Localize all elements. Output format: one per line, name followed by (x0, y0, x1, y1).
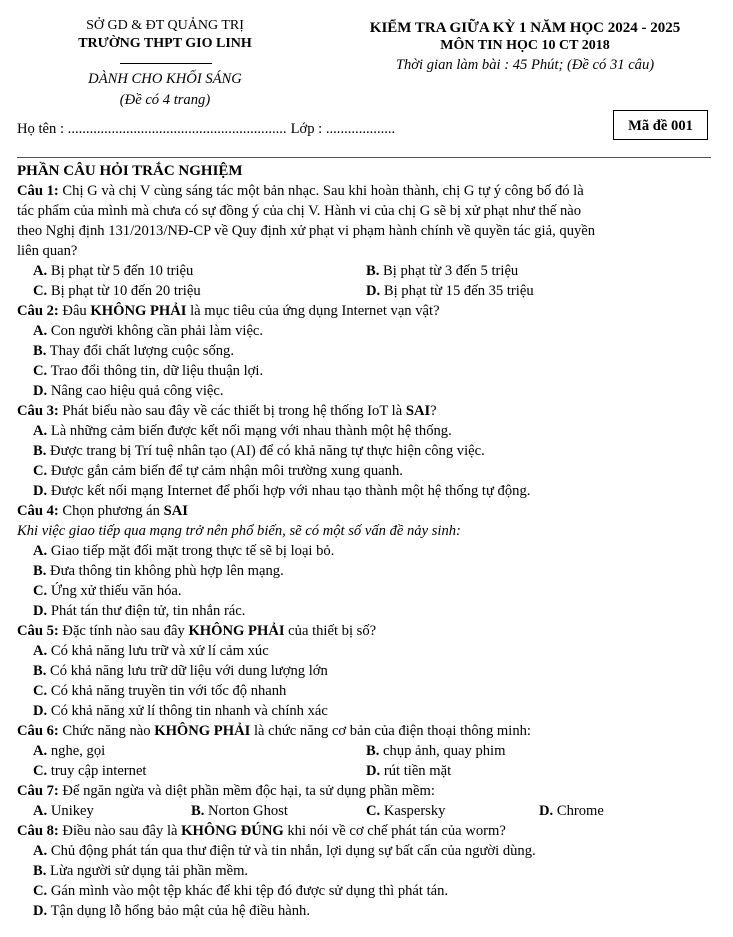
class-label: Lớp : (290, 121, 326, 137)
name-label: Họ tên : (17, 121, 68, 137)
option-d[interactable]: D. Có khả năng xử lí thông tin nhanh và chính xác (33, 703, 328, 719)
option-c[interactable]: C. Gán mình vào một tệp khác để khi tệp đó được sử dụng thì phát tán. (33, 883, 449, 899)
exam-code: Mã đề 001 (628, 118, 693, 134)
option-d[interactable]: D. Được kết nối mạng Internet để phối hợp với nhau tạo thành một hệ thống tự động. (33, 483, 531, 499)
option-b[interactable]: B. Đưa thông tin không phù hợp lên mạng. (33, 563, 284, 579)
school-name: TRƯỜNG THPT GIO LINH (78, 36, 252, 51)
option-d[interactable]: D. Phát tán thư điện tử, tin nhắn rác. (33, 603, 246, 619)
header-divider (120, 63, 212, 64)
option-b[interactable]: B. chụp ảnh, quay phim (366, 743, 506, 759)
exam-title: KIỂM TRA GIỮA KỲ 1 NĂM HỌC 2024 - 2025 (369, 20, 681, 36)
question-text: Chị G và chị V cùng sáng tác một bản nhạc. Sau khi hoàn thành, chị G tự ý công bố đó là (58, 183, 584, 199)
option-b[interactable]: B. Norton Ghost (191, 803, 288, 819)
option-c[interactable]: C. Bị phạt từ 10 đến 20 triệu (33, 283, 201, 299)
audience-label: DÀNH CHO KHỐI SÁNG (88, 71, 242, 87)
option-a[interactable]: A. Có khả năng lưu trữ và xử lí cảm xúc (33, 643, 269, 659)
question-5: Câu 5: Đặc tính nào sau đây KHÔNG PHẢI của thiết bị số? (17, 623, 377, 639)
question-6: Câu 6: Chức năng nào KHÔNG PHẢI là chức năng cơ bản của điện thoại thông minh: (17, 723, 531, 739)
class-blank[interactable]: ................... (325, 121, 396, 137)
exam-code-box (613, 110, 708, 140)
subject-title: MÔN TIN HỌC 10 CT 2018 (440, 38, 610, 53)
question-number: Câu 1: (17, 183, 59, 199)
student-info-line (17, 119, 395, 139)
question-3: Câu 3: Phát biểu nào sau đây về các thiết bị trong hệ thống IoT là SAI? (17, 403, 437, 419)
option-a[interactable]: A. Chủ động phát tán qua thư điện tử và tin nhắn, lợi dụng sự bất cẩn của người dùng. (33, 843, 536, 859)
option-c[interactable]: C. Có khả năng truyền tin với tốc độ nhanh (33, 683, 287, 699)
option-a[interactable]: A. nghe, gọi (33, 743, 106, 759)
question-1 (17, 181, 717, 201)
section-title: PHẦN CÂU HỎI TRẮC NGHIỆM (17, 163, 243, 179)
option-d[interactable]: D. rút tiền mặt (366, 763, 452, 779)
question-8: Câu 8: Điều nào sau đây là KHÔNG ĐÚNG khi nói về cơ chế phát tán của worm? (17, 823, 506, 839)
option-d[interactable]: D. Chrome (539, 803, 604, 819)
option-c[interactable]: C. truy cập internet (33, 763, 147, 779)
name-blank[interactable]: ............................................................ (67, 121, 287, 137)
question-7: Câu 7: Để ngăn ngừa và diệt phần mềm độc hại, ta sử dụng phần mềm: (17, 783, 435, 799)
department-name: SỞ GD & ĐT QUẢNG TRỊ (86, 18, 244, 33)
option-c[interactable]: C. Kaspersky (366, 803, 446, 819)
question-4: Câu 4: Chọn phương án SAI (17, 503, 188, 519)
option-a[interactable]: A. Con người không cần phải làm việc. (33, 323, 264, 339)
option-b[interactable]: B. Thay đổi chất lượng cuộc sống. (33, 343, 235, 359)
exam-duration: Thời gian làm bài : 45 Phút; (Đề có 31 câu) (395, 57, 655, 73)
question-1-line-4: liên quan? (17, 243, 78, 259)
option-a[interactable]: A. Bị phạt từ 5 đến 10 triệu (33, 263, 194, 279)
option-c[interactable]: C. Được gắn cảm biến để tự cảm nhận môi trường xung quanh. (33, 463, 403, 479)
question-1-line-2: tác phẩm của mình mà chưa có sự đồng ý của chị V. Hành vi của chị G sẽ bị xử phạt như thế nào (17, 203, 582, 219)
option-b[interactable]: B. Lừa người sử dụng tải phần mềm. (33, 863, 249, 879)
option-d[interactable]: D. Tận dụng lỗ hổng bảo mật của hệ điều hành. (33, 903, 310, 919)
question-2: Câu 2: Đâu KHÔNG PHẢI là mục tiêu của ứng dụng Internet vạn vật? (17, 303, 440, 319)
page-count: (Đề có 4 trang) (119, 92, 211, 108)
option-c[interactable]: C. Trao đổi thông tin, dữ liệu thuận lợi. (33, 363, 264, 379)
option-b[interactable]: B. Bị phạt từ 3 đến 5 triệu (366, 263, 519, 279)
option-d[interactable]: D. Bị phạt từ 15 đến 35 triệu (366, 283, 534, 299)
option-d[interactable]: D. Nâng cao hiệu quả công việc. (33, 383, 224, 399)
option-a[interactable]: A. Giao tiếp mặt đối mặt trong thực tế sẽ bị loại bỏ. (33, 543, 335, 559)
question-1-line-3: theo Nghị định 131/2013/NĐ-CP về Quy định xử phạt vi phạm hành chính về quyền tác giả, quyền (17, 223, 596, 239)
option-a[interactable]: A. Là những cảm biến được kết nối mạng với nhau thành một hệ thống. (33, 423, 452, 439)
option-c[interactable]: C. Ứng xử thiếu văn hóa. (33, 583, 182, 599)
question-4-context: Khi việc giao tiếp qua mạng trở nên phổ biến, sẽ có một số vấn đề nảy sinh: (17, 523, 461, 539)
option-a[interactable]: A. Unikey (33, 803, 94, 819)
section-divider (17, 157, 711, 158)
option-b[interactable]: B. Được trang bị Trí tuệ nhân tạo (AI) để có khả năng tự thực hiện công việc. (33, 443, 485, 459)
option-b[interactable]: B. Có khả năng lưu trữ dữ liệu với dung lượng lớn (33, 663, 328, 679)
